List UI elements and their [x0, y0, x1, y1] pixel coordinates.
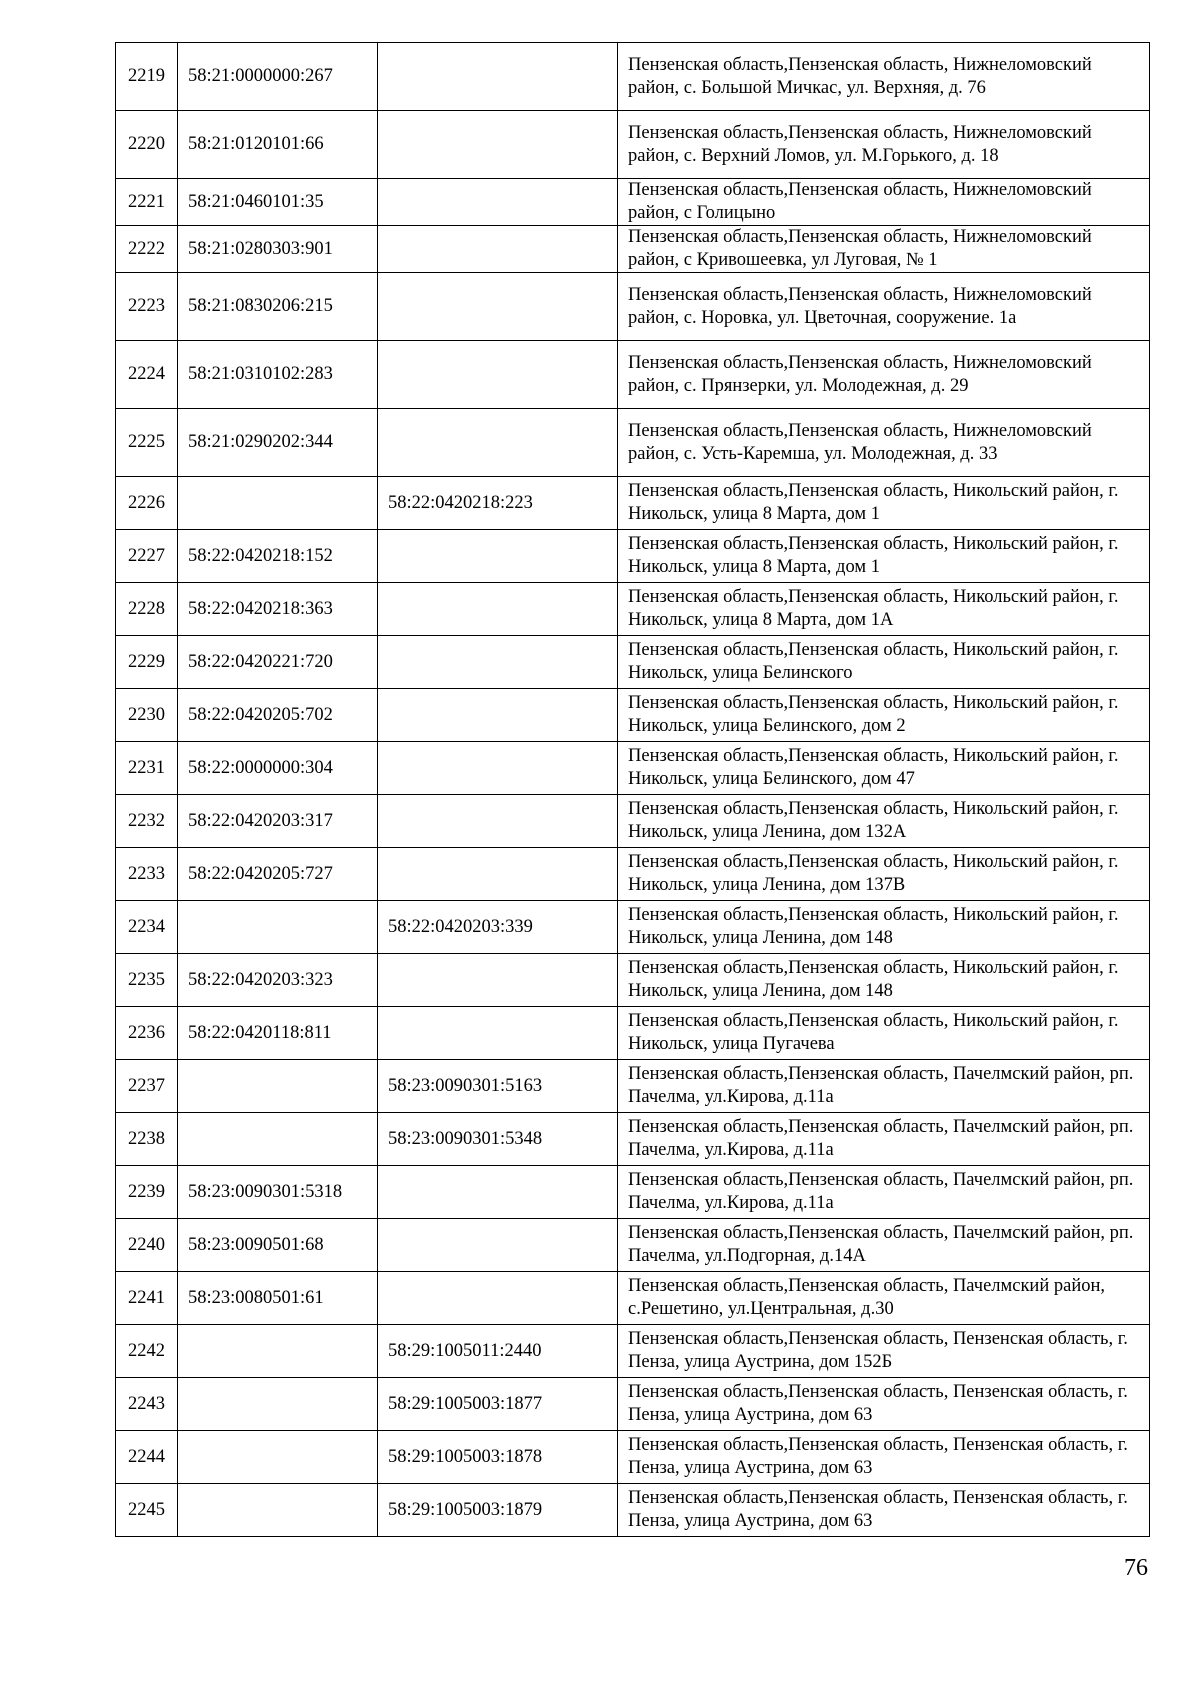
row-number-cell: 2245: [116, 1484, 178, 1537]
related-cadastral-number-cell: [378, 689, 618, 742]
address-cell: Пензенская область,Пензенская область, Пачелмский район, с.Решетино, ул.Центральная, д.30: [618, 1272, 1150, 1325]
table-row: [116, 1219, 1150, 1272]
cadastral-number-cell: [178, 1484, 378, 1537]
related-cadastral-number-cell: [378, 1007, 618, 1060]
address-cell: Пензенская область,Пензенская область, Пензенская область, г. Пенза, улица Аустрина, дом 63: [618, 1378, 1150, 1431]
cadastral-number-cell: 58:23:0090501:68: [178, 1219, 378, 1272]
table-row: [116, 341, 1150, 409]
row-number-cell: 2236: [116, 1007, 178, 1060]
table-row: [116, 795, 1150, 848]
table-row: [116, 43, 1150, 111]
row-number-cell: 2243: [116, 1378, 178, 1431]
row-number-cell: 2223: [116, 273, 178, 341]
address-cell: Пензенская область,Пензенская область, Нижнеломовский район, с. Большой Мичкас, ул. Верхняя, д. 76: [618, 43, 1150, 111]
address-cell: Пензенская область,Пензенская область, Пачелмский район, рп. Пачелма, ул.Кирова, д.11а: [618, 1166, 1150, 1219]
cadastral-number-cell: 58:21:0460101:35: [178, 179, 378, 226]
related-cadastral-number-cell: [378, 583, 618, 636]
related-cadastral-number-cell: 58:23:0090301:5163: [378, 1060, 618, 1113]
address-cell: Пензенская область,Пензенская область, Пачелмский район, рп. Пачелма, ул.Подгорная, д.14А: [618, 1219, 1150, 1272]
related-cadastral-number-cell: [378, 795, 618, 848]
related-cadastral-number-cell: [378, 409, 618, 477]
related-cadastral-number-cell: 58:22:0420203:339: [378, 901, 618, 954]
cadastral-number-cell: 58:21:0830206:215: [178, 273, 378, 341]
cadastral-number-cell: [178, 1113, 378, 1166]
address-cell: Пензенская область,Пензенская область, Никольский район, г. Никольск, улица Белинского, дом 2: [618, 689, 1150, 742]
row-number-cell: 2244: [116, 1431, 178, 1484]
related-cadastral-number-cell: [378, 273, 618, 341]
table-row: [116, 1431, 1150, 1484]
row-number-cell: 2222: [116, 226, 178, 273]
cadastral-number-cell: 58:22:0420221:720: [178, 636, 378, 689]
cadastral-number-cell: [178, 1378, 378, 1431]
address-cell: Пензенская область,Пензенская область, Никольский район, г. Никольск, улица Пугачева: [618, 1007, 1150, 1060]
related-cadastral-number-cell: [378, 1219, 618, 1272]
address-cell: Пензенская область,Пензенская область, Пачелмский район, рп. Пачелма, ул.Кирова, д.11а: [618, 1113, 1150, 1166]
address-cell: Пензенская область,Пензенская область, Никольский район, г. Никольск, улица Ленина, дом 148: [618, 901, 1150, 954]
address-cell: Пензенская область,Пензенская область, Никольский район, г. Никольск, улица 8 Марта, дом 1А: [618, 583, 1150, 636]
cadastral-number-cell: 58:22:0420218:152: [178, 530, 378, 583]
related-cadastral-number-cell: 58:29:1005003:1879: [378, 1484, 618, 1537]
row-number-cell: 2233: [116, 848, 178, 901]
cadastral-number-cell: 58:21:0290202:344: [178, 409, 378, 477]
address-cell: Пензенская область,Пензенская область, Нижнеломовский район, с. Норовка, ул. Цветочная, сооружение. 1а: [618, 273, 1150, 341]
cadastral-number-cell: [178, 901, 378, 954]
related-cadastral-number-cell: 58:23:0090301:5348: [378, 1113, 618, 1166]
table-row: [116, 636, 1150, 689]
registry-table-body: [116, 43, 1150, 1537]
address-cell: Пензенская область,Пензенская область, Никольский район, г. Никольск, улица Белинского: [618, 636, 1150, 689]
row-number-cell: 2226: [116, 477, 178, 530]
row-number-cell: 2229: [116, 636, 178, 689]
table-row: [116, 1113, 1150, 1166]
related-cadastral-number-cell: 58:29:1005003:1877: [378, 1378, 618, 1431]
table-row: [116, 273, 1150, 341]
related-cadastral-number-cell: [378, 226, 618, 273]
table-row: [116, 689, 1150, 742]
cadastral-number-cell: 58:22:0420203:317: [178, 795, 378, 848]
address-cell: Пензенская область,Пензенская область, Никольский район, г. Никольск, улица Белинского, дом 47: [618, 742, 1150, 795]
related-cadastral-number-cell: 58:29:1005011:2440: [378, 1325, 618, 1378]
registry-table: [115, 42, 1150, 1537]
cadastral-number-cell: 58:21:0120101:66: [178, 111, 378, 179]
related-cadastral-number-cell: [378, 341, 618, 409]
table-row: [116, 848, 1150, 901]
cadastral-number-cell: 58:22:0420205:727: [178, 848, 378, 901]
row-number-cell: 2220: [116, 111, 178, 179]
cadastral-number-cell: [178, 477, 378, 530]
row-number-cell: 2242: [116, 1325, 178, 1378]
address-cell: Пензенская область,Пензенская область, Нижнеломовский район, с. Верхний Ломов, ул. М.Горького, д. 18: [618, 111, 1150, 179]
related-cadastral-number-cell: [378, 742, 618, 795]
cadastral-number-cell: 58:22:0000000:304: [178, 742, 378, 795]
address-cell: Пензенская область,Пензенская область, Никольский район, г. Никольск, улица Ленина, дом 137В: [618, 848, 1150, 901]
cadastral-number-cell: 58:21:0310102:283: [178, 341, 378, 409]
address-cell: Пензенская область,Пензенская область, Пензенская область, г. Пенза, улица Аустрина, дом 63: [618, 1484, 1150, 1537]
related-cadastral-number-cell: [378, 1166, 618, 1219]
table-row: [116, 530, 1150, 583]
row-number-cell: 2228: [116, 583, 178, 636]
row-number-cell: 2224: [116, 341, 178, 409]
cadastral-number-cell: 58:22:0420118:811: [178, 1007, 378, 1060]
cadastral-number-cell: 58:21:0280303:901: [178, 226, 378, 273]
row-number-cell: 2238: [116, 1113, 178, 1166]
table-row: [116, 477, 1150, 530]
address-cell: Пензенская область,Пензенская область, Нижнеломовский район, с. Прянзерки, ул. Молодежная, д. 29: [618, 341, 1150, 409]
row-number-cell: 2227: [116, 530, 178, 583]
cadastral-number-cell: 58:22:0420203:323: [178, 954, 378, 1007]
address-cell: Пензенская область,Пензенская область, Никольский район, г. Никольск, улица Ленина, дом 148: [618, 954, 1150, 1007]
cadastral-number-cell: 58:22:0420218:363: [178, 583, 378, 636]
cadastral-number-cell: [178, 1431, 378, 1484]
row-number-cell: 2239: [116, 1166, 178, 1219]
row-number-cell: 2241: [116, 1272, 178, 1325]
related-cadastral-number-cell: 58:29:1005003:1878: [378, 1431, 618, 1484]
row-number-cell: 2230: [116, 689, 178, 742]
cadastral-number-cell: 58:23:0080501:61: [178, 1272, 378, 1325]
row-number-cell: 2221: [116, 179, 178, 226]
related-cadastral-number-cell: [378, 530, 618, 583]
row-number-cell: 2234: [116, 901, 178, 954]
table-row: [116, 1484, 1150, 1537]
related-cadastral-number-cell: [378, 179, 618, 226]
table-row: [116, 954, 1150, 1007]
related-cadastral-number-cell: [378, 954, 618, 1007]
table-row: [116, 583, 1150, 636]
address-cell: Пензенская область,Пензенская область, Пачелмский район, рп. Пачелма, ул.Кирова, д.11а: [618, 1060, 1150, 1113]
address-cell: Пензенская область,Пензенская область, Никольский район, г. Никольск, улица 8 Марта, дом 1: [618, 477, 1150, 530]
related-cadastral-number-cell: [378, 1272, 618, 1325]
cadastral-number-cell: [178, 1325, 378, 1378]
row-number-cell: 2225: [116, 409, 178, 477]
address-cell: Пензенская область,Пензенская область, Нижнеломовский район, с Голицыно: [618, 179, 1150, 226]
cadastral-number-cell: [178, 1060, 378, 1113]
address-cell: Пензенская область,Пензенская область, Никольский район, г. Никольск, улица 8 Марта, дом 1: [618, 530, 1150, 583]
table-row: [116, 1325, 1150, 1378]
table-row: [116, 1007, 1150, 1060]
row-number-cell: 2235: [116, 954, 178, 1007]
table-row: [116, 742, 1150, 795]
related-cadastral-number-cell: 58:22:0420218:223: [378, 477, 618, 530]
table-row: [116, 1060, 1150, 1113]
table-row: [116, 1378, 1150, 1431]
related-cadastral-number-cell: [378, 111, 618, 179]
table-row: [116, 1166, 1150, 1219]
table-row: [116, 409, 1150, 477]
table-row: [116, 226, 1150, 273]
related-cadastral-number-cell: [378, 848, 618, 901]
related-cadastral-number-cell: [378, 43, 618, 111]
address-cell: Пензенская область,Пензенская область, Никольский район, г. Никольск, улица Ленина, дом 132А: [618, 795, 1150, 848]
related-cadastral-number-cell: [378, 636, 618, 689]
row-number-cell: 2237: [116, 1060, 178, 1113]
row-number-cell: 2231: [116, 742, 178, 795]
table-row: [116, 111, 1150, 179]
table-row: [116, 179, 1150, 226]
address-cell: Пензенская область,Пензенская область, Нижнеломовский район, с. Усть-Каремша, ул. Молодежная, д. 33: [618, 409, 1150, 477]
address-cell: Пензенская область,Пензенская область, Пензенская область, г. Пенза, улица Аустрина, дом 63: [618, 1431, 1150, 1484]
row-number-cell: 2219: [116, 43, 178, 111]
row-number-cell: 2240: [116, 1219, 178, 1272]
cadastral-number-cell: 58:22:0420205:702: [178, 689, 378, 742]
table-row: [116, 1272, 1150, 1325]
table-row: [116, 901, 1150, 954]
cadastral-number-cell: 58:23:0090301:5318: [178, 1166, 378, 1219]
row-number-cell: 2232: [116, 795, 178, 848]
address-cell: Пензенская область,Пензенская область, Нижнеломовский район, с Кривошеевка, ул Луговая, № 1: [618, 226, 1150, 273]
cadastral-number-cell: 58:21:0000000:267: [178, 43, 378, 111]
address-cell: Пензенская область,Пензенская область, Пензенская область, г. Пенза, улица Аустрина, дом 152Б: [618, 1325, 1150, 1378]
page-number: 76: [1124, 1555, 1148, 1581]
